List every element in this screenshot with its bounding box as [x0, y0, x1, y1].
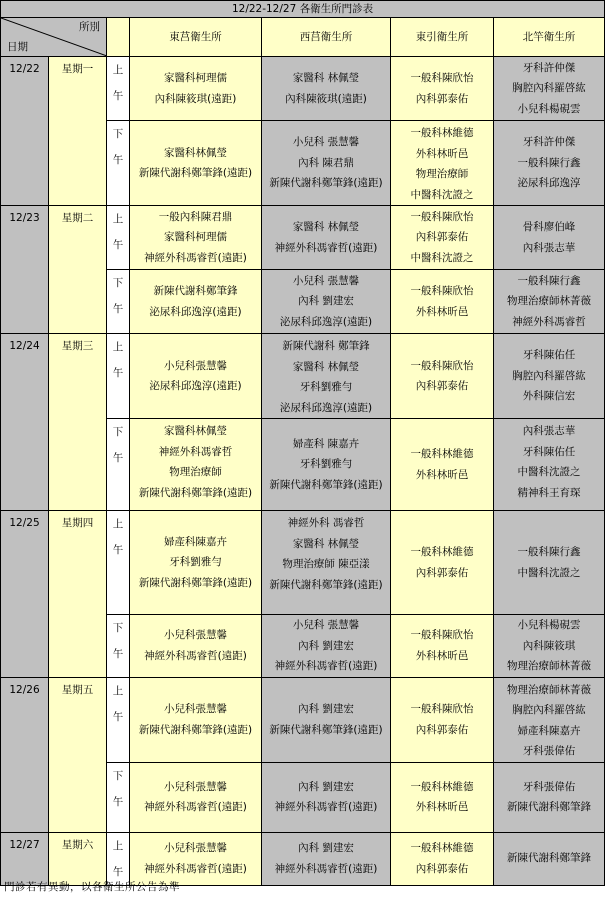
doctor-entry: 牙科劉雅勻 [299, 381, 353, 393]
schedule-cell-beigan [494, 511, 605, 615]
doctor-entry: 一般科陳欣怡 [410, 359, 474, 372]
doctor-entry: 內科 陳君鼎 [298, 156, 354, 169]
schedule-cell-dongju [130, 419, 262, 511]
schedule-cell-dongyin [391, 615, 494, 678]
weekday-cell: 星期六 [49, 832, 107, 885]
doctor-entry: 物理治療師林菁薇 [507, 683, 592, 696]
doctor-entry: 新陳代謝科鄭筆鋒(遠距) [269, 478, 383, 491]
doctor-entry: 外科林昕邑 [415, 468, 469, 481]
doctor-entry: 泌尿科邱逸淳(遠距) [149, 380, 242, 392]
schedule-cell-dongyin [391, 121, 494, 206]
schedule-cell-xiju [262, 270, 391, 334]
morning-label [107, 206, 130, 270]
doctor-entry: 小兒科張慧馨 [164, 703, 227, 715]
schedule-cell-beigan [494, 57, 605, 121]
half-day-char: 午 [112, 544, 124, 556]
half-day-char: 上 [112, 64, 124, 76]
doctor-entry: 內科 劉建宏 [298, 842, 354, 854]
schedule-cell-beigan [494, 206, 605, 270]
schedule-cell-dongju [130, 615, 262, 678]
schedule-cell-beigan [494, 334, 605, 419]
doctor-entry: 內科陳筱琪 [522, 639, 576, 652]
doctor-entry: 牙科陳佑任 [522, 445, 576, 458]
schedule-cell-beigan [494, 419, 605, 511]
doctor-entry: 婦產科 陳嘉卉 [292, 437, 360, 450]
doctor-entry: 小兒科張慧馨 [164, 780, 227, 793]
doctor-entry: 內科陳筱琪(遠距) [285, 92, 367, 105]
weekday-cell: 星期二 [49, 206, 107, 334]
doctor-entry: 小兒科楊硯雲 [517, 619, 581, 631]
afternoon-label [107, 615, 130, 678]
date-cell: 12/26 [1, 677, 49, 832]
half-day-char: 下 [112, 769, 124, 782]
corner-label-date: 日期 [7, 41, 28, 53]
doctor-entry: 神經外科馮睿哲(遠距) [144, 801, 247, 813]
day-6-am-row [1, 832, 605, 885]
half-day-char: 上 [112, 518, 124, 530]
schedule-cell-dongyin [391, 206, 494, 270]
doctor-entry: 小兒科張慧馨 [164, 629, 227, 642]
afternoon-label [107, 121, 130, 206]
doctor-entry: 泌尿科邱逸淳(遠距) [279, 315, 373, 328]
doctor-entry: 內科 劉建宏 [298, 703, 354, 715]
doctor-entry: 神經外科馮睿哲(遠距) [274, 862, 378, 875]
half-day-char: 下 [112, 128, 124, 140]
doctor-entry: 牙科許仲傑 [522, 61, 576, 74]
doctor-entry: 小兒科張慧馨 [164, 359, 227, 372]
morning-label [107, 334, 130, 419]
half-day-char: 下 [112, 277, 124, 289]
schedule-cell-dongju [130, 121, 262, 206]
doctor-entry: 家醫科柯理儒 [164, 72, 227, 84]
doctor-entry: 家醫科 林佩瑩 [292, 72, 360, 84]
half-day-char: 上 [112, 839, 124, 852]
half-day-char: 午 [112, 367, 124, 379]
header-row [1, 18, 605, 57]
date-cell: 12/23 [1, 206, 49, 334]
doctor-entry: 物理治療師 陳亞漾 [282, 558, 370, 570]
schedule-cell-dongju [130, 762, 262, 832]
doctor-entry: 一般科陳欣怡 [410, 703, 474, 715]
clinic-header-dongyin: 東引衛生所 [391, 18, 494, 57]
doctor-entry: 泌尿科邱逸淳(遠距) [149, 305, 242, 318]
clinic-header-dongju: 東莒衛生所 [130, 18, 262, 57]
doctor-entry: 一般科陳行鑫 [517, 156, 581, 169]
afternoon-label [107, 419, 130, 511]
schedule-cell-xiju [262, 121, 391, 206]
doctor-entry: 牙科張偉佑 [522, 745, 576, 757]
schedule-cell-dongyin [391, 334, 494, 419]
schedule-cell-dongyin [391, 270, 494, 334]
doctor-entry: 家醫科林佩瑩 [164, 425, 227, 437]
doctor-entry: 神經外科馮睿哲 [158, 445, 233, 458]
schedule-cell-xiju [262, 206, 391, 270]
doctor-entry: 內科郭泰佑 [415, 862, 469, 875]
half-day-char: 午 [112, 648, 124, 660]
date-cell: 12/24 [1, 334, 49, 511]
doctor-entry: 內科 劉建宏 [298, 295, 354, 308]
header-blank [107, 18, 130, 57]
schedule-cell-dongyin [391, 57, 494, 121]
schedule-cell-dongju [130, 832, 262, 885]
doctor-entry: 內科 劉建宏 [298, 639, 354, 652]
doctor-entry: 外科林昕邑 [415, 147, 469, 160]
doctor-entry: 中醫科沈證之 [410, 251, 474, 264]
doctor-entry: 內科郭泰佑 [415, 723, 469, 736]
clinic-header-beigan: 北竿衛生所 [494, 18, 605, 57]
half-day-char: 下 [112, 426, 124, 438]
doctor-entry: 神經外科馮睿哲(遠距) [274, 241, 378, 254]
schedule-cell-beigan [494, 832, 605, 885]
doctor-entry: 新陳代謝科鄭筆鋒(遠距) [138, 167, 253, 179]
weekday-cell: 星期四 [49, 511, 107, 678]
corner-header [1, 18, 107, 57]
doctor-entry: 新陳代謝科鄭筆鋒(遠距) [269, 578, 383, 591]
doctor-entry: 內科郭泰佑 [415, 566, 469, 579]
schedule-cell-beigan [494, 677, 605, 762]
doctor-entry: 外科陳信宏 [522, 390, 576, 403]
half-day-char: 午 [112, 154, 124, 166]
doctor-entry: 家醫科 林佩瑩 [292, 537, 360, 550]
doctor-entry: 外科林昕邑 [415, 305, 469, 318]
afternoon-label [107, 762, 130, 832]
schedule-cell-xiju [262, 57, 391, 121]
afternoon-label [107, 270, 130, 334]
schedule-cell-dongju [130, 206, 262, 270]
doctor-entry: 內科郭泰佑 [415, 231, 469, 244]
doctor-entry: 新陳代謝科鄭筆鋒(遠距) [138, 576, 253, 589]
doctor-entry: 一般科林維德 [410, 448, 474, 460]
schedule-cell-dongju [130, 677, 262, 762]
doctor-entry: 牙科張偉佑 [522, 780, 576, 793]
doctor-entry: 神經外科馮睿哲 [512, 315, 586, 328]
schedule-cell-xiju [262, 677, 391, 762]
doctor-entry: 小兒科楊硯雲 [517, 102, 581, 115]
doctor-entry: 物理治療師林菁薇 [507, 295, 592, 308]
doctor-entry: 家醫科柯理儒 [164, 231, 227, 244]
doctor-entry: 內科郭泰佑 [415, 92, 469, 105]
schedule-cell-dongyin [391, 419, 494, 511]
doctor-entry: 外科林昕邑 [415, 649, 469, 662]
doctor-entry: 家醫科 林佩瑩 [292, 360, 360, 373]
doctor-entry: 一般科林維德 [410, 842, 474, 854]
doctor-entry: 內科張志華 [522, 241, 576, 254]
morning-label [107, 832, 130, 885]
schedule-cell-dongyin [391, 762, 494, 832]
schedule-cell-dongju [130, 511, 262, 615]
doctor-entry: 新陳代謝科鄭筆鋒(遠距) [138, 486, 253, 499]
doctor-entry: 小兒科 張慧馨 [292, 274, 360, 287]
doctor-entry: 一般科陳行鑫 [517, 274, 581, 287]
doctor-entry: 物理治療師 [415, 168, 469, 180]
doctor-entry: 外科林昕邑 [415, 801, 469, 813]
doctor-entry: 新陳代謝科鄭筆鋒 [507, 801, 592, 813]
weekday-cell: 星期五 [49, 677, 107, 832]
weekday-cell: 星期一 [49, 57, 107, 206]
weekday-cell: 星期三 [49, 334, 107, 511]
half-day-char: 午 [112, 710, 124, 723]
doctor-entry: 小兒科張慧馨 [164, 842, 227, 854]
doctor-entry: 婦產科陳嘉卉 [164, 535, 227, 548]
half-day-char: 午 [112, 303, 124, 315]
date-cell: 12/22 [1, 57, 49, 206]
schedule-cell-beigan [494, 121, 605, 206]
morning-label [107, 677, 130, 762]
doctor-entry: 內科張志華 [522, 425, 576, 437]
doctor-entry: 胸腔內科羅啓紘 [512, 82, 586, 95]
doctor-entry: 物理治療師 [169, 466, 222, 478]
half-day-char: 午 [112, 795, 124, 808]
schedule-note: 門診若有異動，以各衛生所公告為準 [4, 881, 180, 893]
schedule-title: 12/22-12/27 各衛生所門診表 [1, 1, 605, 18]
doctor-entry: 一般科陳欣怡 [410, 629, 474, 642]
doctor-entry: 婦產科陳嘉卉 [517, 724, 581, 737]
doctor-entry: 中醫科沈證之 [517, 466, 581, 478]
doctor-entry: 一般科陳欣怡 [410, 285, 474, 297]
schedule-cell-xiju [262, 511, 391, 615]
schedule-cell-xiju [262, 615, 391, 678]
doctor-entry: 家醫科 林佩瑩 [292, 221, 360, 233]
doctor-entry: 內科郭泰佑 [415, 380, 469, 392]
doctor-entry: 神經外科馮睿哲(遠距) [274, 801, 378, 813]
doctor-entry: 一般科陳欣怡 [410, 210, 474, 223]
doctor-entry: 內科 劉建宏 [298, 780, 354, 793]
schedule-cell-dongyin [391, 677, 494, 762]
doctor-entry: 新陳代謝科鄭筆鋒 [507, 852, 592, 865]
half-day-char: 下 [112, 622, 124, 634]
doctor-entry: 新陳代謝科鄭筆鋒(遠距) [269, 723, 383, 736]
schedule-cell-beigan [494, 762, 605, 832]
doctor-entry: 新陳代謝科鄭筆鋒(遠距) [138, 723, 253, 736]
morning-label [107, 57, 130, 121]
schedule-cell-xiju [262, 762, 391, 832]
doctor-entry: 一般內科陳君鼎 [158, 210, 233, 223]
doctor-entry: 一般科陳行鑫 [517, 546, 581, 558]
schedule-cell-xiju [262, 419, 391, 511]
doctor-entry: 一般科林維德 [410, 127, 474, 139]
doctor-entry: 胸腔內科羅啓紘 [512, 369, 586, 382]
half-day-char: 上 [112, 341, 124, 353]
morning-label [107, 511, 130, 615]
schedule-cell-xiju [262, 832, 391, 885]
doctor-entry: 一般科林維德 [410, 780, 474, 793]
day-2-am-row [1, 206, 605, 270]
doctor-entry: 神經外科馮睿哲(遠距) [274, 660, 378, 672]
schedule-cell-beigan [494, 270, 605, 334]
doctor-entry: 神經外科馮睿哲(遠距) [144, 251, 247, 264]
day-4-am-row [1, 511, 605, 615]
doctor-entry: 中醫科沈證之 [410, 188, 474, 201]
doctor-entry: 神經外科馮睿哲(遠距) [144, 862, 247, 875]
schedule-cell-dongyin [391, 511, 494, 615]
half-day-char: 上 [112, 684, 124, 697]
schedule-cell-dongju [130, 270, 262, 334]
doctor-entry: 神經外科馮睿哲(遠距) [144, 649, 247, 662]
date-cell: 12/25 [1, 511, 49, 678]
doctor-entry: 新陳代謝科鄭筆鋒 [153, 285, 238, 297]
doctor-entry: 精神科王育琛 [517, 486, 581, 499]
doctor-entry: 神經外科 馮睿哲 [287, 517, 365, 529]
schedule-cell-dongyin [391, 832, 494, 885]
doctor-entry: 牙科劉雅勻 [299, 458, 353, 471]
doctor-entry: 新陳代謝科 鄭筆鋒 [282, 340, 370, 352]
half-day-char: 上 [112, 213, 124, 225]
doctor-entry: 泌尿科邱逸淳(遠距) [279, 401, 373, 414]
schedule-cell-dongju [130, 334, 262, 419]
date-cell: 12/27 [1, 832, 49, 885]
doctor-entry: 胸腔內科羅啓紘 [512, 704, 586, 716]
corner-label-clinic: 所別 [79, 21, 100, 33]
doctor-entry: 物理治療師林菁薇 [507, 660, 592, 672]
doctor-entry: 小兒科 張慧馨 [292, 136, 360, 149]
schedule-cell-xiju [262, 334, 391, 419]
clinic-header-xiju: 西莒衛生所 [262, 18, 391, 57]
doctor-entry: 小兒科 張慧馨 [292, 619, 360, 631]
doctor-entry: 新陳代謝科鄭筆鋒(遠距) [269, 177, 383, 190]
doctor-entry: 牙科劉雅勻 [169, 556, 222, 569]
doctor-entry: 泌尿科邱逸淳 [517, 177, 581, 190]
schedule-cell-beigan [494, 615, 605, 678]
doctor-entry: 家醫科林佩瑩 [164, 146, 227, 159]
half-day-char: 午 [112, 452, 124, 464]
doctor-entry: 一般科陳欣怡 [410, 72, 474, 84]
half-day-char: 午 [112, 90, 124, 102]
day-3-am-row [1, 334, 605, 419]
half-day-char: 午 [112, 865, 124, 878]
doctor-entry: 牙科陳佑任 [522, 349, 576, 362]
schedule-cell-dongju [130, 57, 262, 121]
day-5-am-row [1, 677, 605, 762]
doctor-entry: 內科陳筱琪(遠距) [154, 92, 237, 105]
day-1-am-row [1, 57, 605, 121]
doctor-entry: 骨科廖伯峰 [522, 221, 576, 233]
doctor-entry: 中醫科沈證之 [517, 566, 581, 579]
doctor-entry: 一般科林維德 [410, 546, 474, 558]
doctor-entry: 牙科許仲傑 [522, 136, 576, 149]
half-day-char: 午 [112, 239, 124, 251]
